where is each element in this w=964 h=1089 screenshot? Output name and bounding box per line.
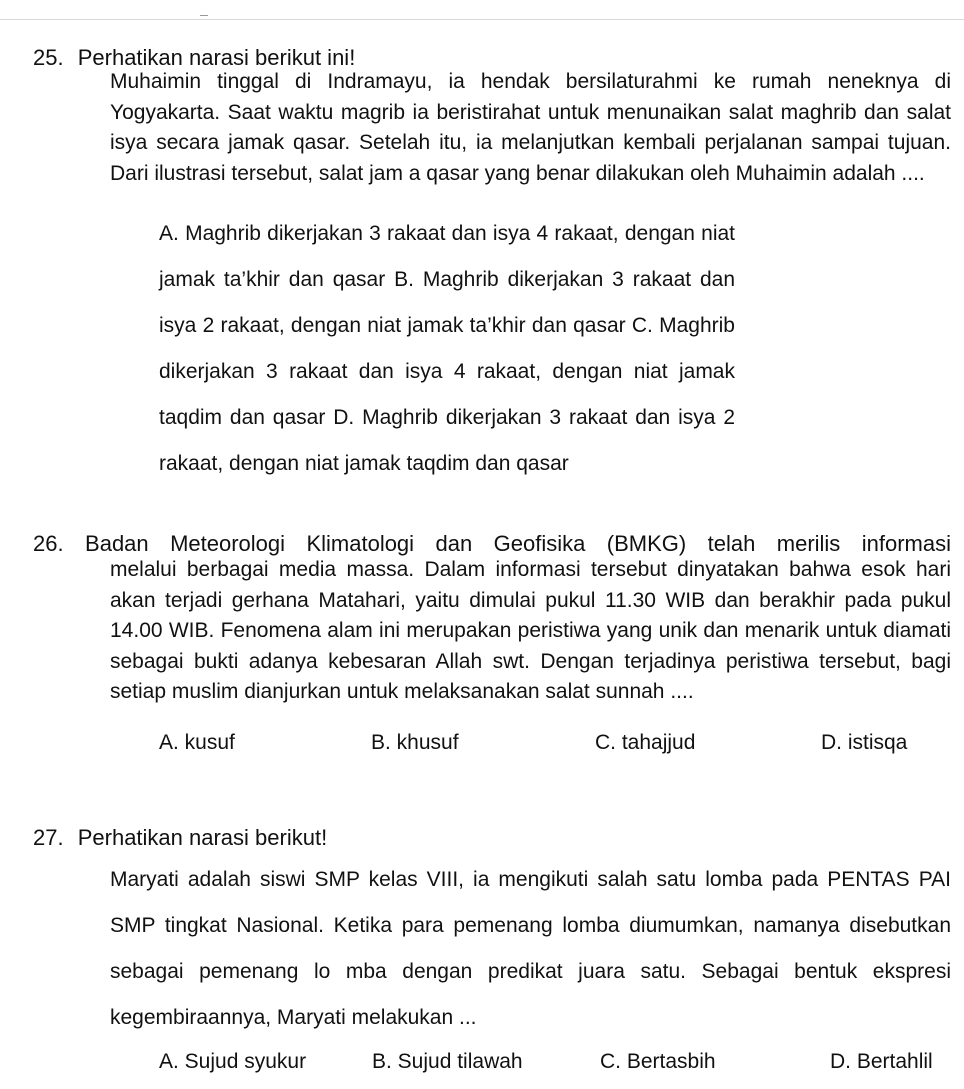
question-26-narrative: melalui berbagai media massa. Dalam informasi tersebut dinyatakan bahwa esok hari akan terjadi gerhana Matahari, yaitu dimulai pukul 11.30 WIB dan berakhir pada pukul 14.00 WIB. Fenomena alam ini merupakan peristiwa yang unik dan menarik untuk diamati sebagai bukti adanya kebesaran Allah swt. Dengan terjadinya peristiwa tersebut, bagi setiap muslim dianjurkan untuk melaksanakan salat sunnah .... (110, 558, 951, 703)
question-number: 27. (33, 825, 64, 850)
option-b[interactable]: B. Sujud tilawah (372, 1050, 523, 1073)
top-divider (0, 19, 964, 20)
question-26-first-line (33, 531, 951, 557)
question-prompt: Perhatikan narasi berikut! (77, 825, 328, 850)
option-d[interactable]: D. Bertahlil (830, 1050, 933, 1073)
option-c[interactable]: C. tahajjud (595, 731, 696, 754)
option-c[interactable]: C. Bertasbih (600, 1050, 716, 1073)
question-27-header (33, 825, 327, 851)
question-27-narrative: Maryati adalah siswi SMP kelas VIII, ia mengikuti salah satu lomba pada PENTAS PAI SMP tingkat Nasional. Ketika para pemenang lomba diumumkan, namanya disebutkan sebagai pemenang lo mba dengan predikat juara satu. Sebagai bentuk ekspresi kegembiraannya, Maryati melakukan ... (110, 868, 951, 1029)
question-number: 25. (33, 45, 64, 70)
question-number: 26. (33, 531, 64, 556)
option-d[interactable]: D. istisqa (821, 731, 908, 754)
option-a[interactable]: A. Sujud syukur (159, 1050, 307, 1073)
question-prompt: Perhatikan narasi berikut ini! (77, 45, 356, 70)
question-25-options: A. Maghrib dikerjakan 3 rakaat dan isya 4 rakaat, dengan niat jamak ta’khir dan qasar B. Maghrib dikerjakan 3 rakaat dan isya 2 rakaat, dengan niat jamak ta’khir dan qasar C. Maghrib dikerjakan 3 rakaat dan isya 4 rakaat, dengan niat jamak taqdim dan qasar D. Maghrib dikerjakan 3 rakaat dan isya 2 rakaat, dengan niat jamak taqdim dan qasar (159, 222, 735, 475)
option-b[interactable]: B. khusuf (371, 731, 459, 754)
question-25-narrative: Muhaimin tinggal di Indramayu, ia hendak bersilaturahmi ke rumah neneknya di Yogyakarta. Saat waktu magrib ia beristirahat untuk menunaikan salat maghrib dan salat isya secara jamak qasar. Setelah itu, ia melanjutkan kembali perjalanan sampai tujuan. Dari ilustrasi tersebut, salat jam a qasar yang benar dilakukan oleh Muhaimin adalah .... (110, 70, 951, 185)
question-narrative-first: Badan Meteorologi Klimatologi dan Geofisika (BMKG) telah merilis informasi (85, 531, 951, 556)
top-mark (200, 15, 208, 16)
option-a[interactable]: A. kusuf (159, 731, 235, 754)
